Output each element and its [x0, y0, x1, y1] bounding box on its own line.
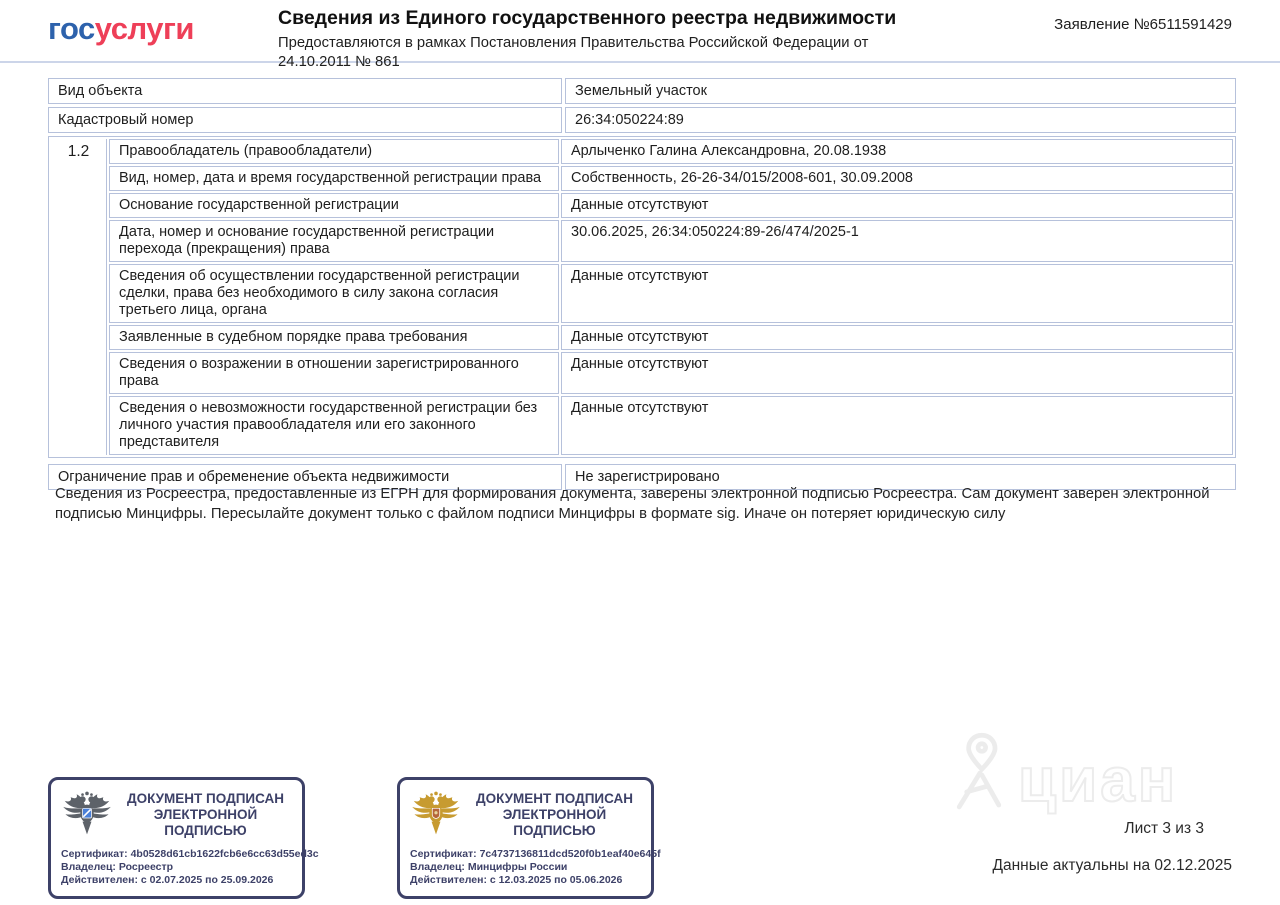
application-number: Заявление №6511591429 — [1054, 16, 1232, 33]
title-block — [278, 6, 938, 72]
row-label: Правообладатель (правообладатели) — [109, 139, 559, 164]
stamp-validity: Действителен: с 02.07.2025 по 25.09.2026 — [61, 874, 274, 886]
stamp-title-line: ДОКУМЕНТ ПОДПИСАН — [126, 791, 285, 806]
stamp-certificate-block — [410, 848, 661, 887]
row-value: Данные отсутствуют — [561, 264, 1233, 323]
stamp-title-line: ЭЛЕКТРОННОЙ — [502, 807, 607, 822]
watermark-text: циан — [1018, 746, 1179, 815]
row-label: Основание государственной регистрации — [109, 193, 559, 218]
stamp-top — [410, 787, 641, 843]
stamp-certificate-block — [61, 848, 319, 887]
row-value: 26:34:050224:89 — [565, 107, 1236, 133]
row-value: Не зарегистрировано — [565, 464, 1236, 490]
logo-part-red: услуги — [94, 11, 194, 46]
stamp-title-line: ЭЛЕКТРОННОЙ — [153, 807, 258, 822]
row-label: Заявленные в судебном порядке права требования — [109, 325, 559, 350]
stamp-owner: Владелец: Росреестр — [61, 861, 174, 873]
section-number: 1.2 — [51, 139, 107, 455]
row-value: Земельный участок — [565, 78, 1236, 104]
row-label: Дата, номер и основание государственной регистрации перехода (прекращения) права — [109, 220, 559, 262]
table-row — [109, 139, 1233, 164]
row-label: Сведения о невозможности государственной регистрации без личного участия правообладателя или его законного представителя — [109, 396, 559, 455]
document-header — [0, 0, 1280, 70]
rosreestr-eagle-emblem-icon — [61, 787, 113, 843]
russia-coat-of-arms-emblem-icon — [410, 787, 462, 843]
table-row — [109, 166, 1233, 191]
row-value: Данные отсутствуют — [561, 325, 1233, 350]
row-value: 30.06.2025, 26:34:050224:89-26/474/2025-1 — [561, 220, 1233, 262]
stamp-top — [61, 787, 292, 843]
stamp-owner: Владелец: Минцифры России — [410, 861, 568, 873]
row-label: Кадастровый номер — [48, 107, 562, 133]
logo-part-blue: гос — [48, 11, 95, 46]
stamp-title-line: ПОДПИСЬЮ — [164, 823, 247, 838]
signature-footnote: Сведения из Росреестра, предоставленные из ЕГРН для формирования документа, заверены электронной подписью Росреестра. Сам документ заверен электронной подписью Минцифры. Пересылайте документ только с файлом подписи Минцифры в формате sig. Иначе он потеряет юридическую силу — [55, 486, 1210, 522]
sheet-number: Лист 3 из 3 — [1124, 820, 1204, 837]
data-actuality-date: Данные актуальны на 02.12.2025 — [992, 857, 1232, 874]
row-value: Арлыченко Галина Александровна, 20.08.1938 — [561, 139, 1233, 164]
page-title: Сведения из Единого государственного реестра недвижимости — [278, 7, 897, 29]
row-label: Вид, номер, дата и время государственной регистрации права — [109, 166, 559, 191]
gosuslugi-logo — [48, 11, 194, 47]
table-row — [109, 325, 1233, 350]
table-row — [48, 78, 1236, 104]
table-row — [109, 264, 1233, 323]
egrn-data-table — [48, 78, 1236, 490]
table-row — [48, 107, 1236, 133]
cian-watermark — [946, 731, 1178, 815]
table-row — [109, 396, 1233, 455]
row-value: Данные отсутствуют — [561, 352, 1233, 394]
stamp-title-line: ПОДПИСЬЮ — [513, 823, 596, 838]
row-label: Сведения о возражении в отношении зарегистрированного права — [109, 352, 559, 394]
page-subtitle: Предоставляются в рамках Постановления Правительства Российской Федерации от 24.10.2011 № 861 — [278, 35, 869, 70]
stamp-title — [468, 791, 641, 839]
signature-stamp-rosreestr — [48, 777, 319, 899]
table-row — [109, 220, 1233, 262]
stamp-certificate: Сертификат: 7c4737136811dcd520f0b1eaf40e645f — [410, 848, 661, 860]
stamp-validity: Действителен: с 12.03.2025 по 05.06.2026 — [410, 874, 623, 886]
stamp-certificate: Сертификат: 4b0528d61cb1622fcb6e6cc63d55ed3c — [61, 848, 319, 860]
table-row — [109, 193, 1233, 218]
row-value: Данные отсутствуют — [561, 396, 1233, 455]
cian-pin-person-icon — [946, 731, 1012, 815]
stamp-title — [119, 791, 292, 839]
row-label: Сведения об осуществлении государственной регистрации сделки, права без необходимого в силу закона согласия третьего лица, органа — [109, 264, 559, 323]
row-label: Вид объекта — [48, 78, 562, 104]
section-1-2 — [48, 136, 1236, 458]
signature-stamp-mincifry — [397, 777, 661, 899]
table-row — [109, 352, 1233, 394]
row-label: Ограничение прав и обременение объекта недвижимости — [48, 464, 562, 490]
row-value: Собственность, 26-26-34/015/2008-601, 30.09.2008 — [561, 166, 1233, 191]
section-rows — [109, 139, 1233, 455]
row-value: Данные отсутствуют — [561, 193, 1233, 218]
stamp-title-line: ДОКУМЕНТ ПОДПИСАН — [475, 791, 634, 806]
